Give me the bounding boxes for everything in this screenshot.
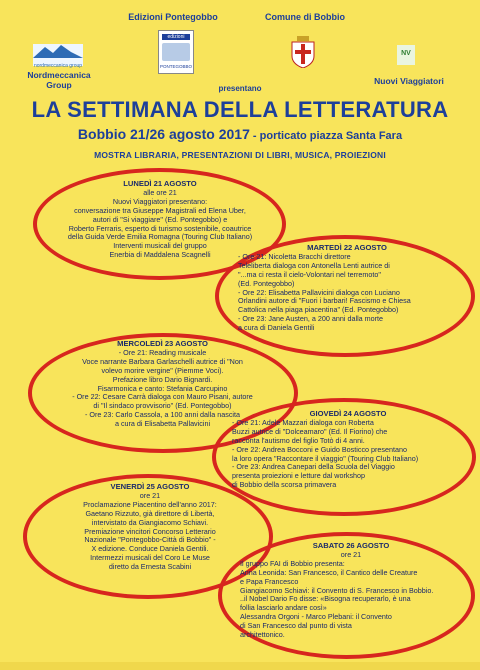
event-line: ..il Nobel Dario Fo disse: «Bisogna recuperarlo, è una	[240, 594, 411, 604]
event-tuesday-day: MARTEDÌ 22 AGOSTO	[307, 243, 387, 252]
event-monday-time: alle ore 21	[143, 187, 177, 197]
event-line: e Papa Francesco	[240, 576, 299, 586]
event-line: Enerbia di Maddalena Scagnelli	[109, 250, 211, 260]
event-line: - Ore 22: Andrea Bocconi e Guido Bosticco presentano	[232, 444, 407, 454]
event-line: Gaetano Rizzuto, già direttore di Libertà,	[85, 508, 215, 518]
event-line: Nazionale "Pontegobbo-Città di Bobbio" -	[84, 535, 216, 545]
event-line: Intermezzi musicali del Coro Le Muse	[90, 553, 210, 563]
event-line: Anna Leonida: San Francesco, il Cantico delle Creature	[240, 567, 418, 577]
event-line: a cura di Elisabetta Pallavicini	[114, 419, 211, 429]
event-line: - Ore 22: Elisabetta Pallavicini dialoga con Luciano	[238, 287, 400, 297]
bridge-icon	[162, 43, 190, 61]
event-line: di San Francesco dal punto di vista	[240, 621, 352, 631]
event-friday	[45, 483, 255, 572]
event-line: diretto da Ernesta Scabini	[108, 562, 192, 572]
event-wednesday-day: MERCOLEDÌ 23 AGOSTO	[117, 339, 208, 348]
event-line: autori di "Si viaggiare" (Ed. Pontegobbo) e	[92, 214, 228, 224]
event-line: volevo morire vergine" (Piemme Voci).	[101, 365, 224, 375]
event-saturday-time: ore 21	[340, 549, 362, 559]
event-tagline: MOSTRA LIBRARIA, PRESENTAZIONI DI LIBRI, MUSICA, PROIEZIONI	[94, 150, 386, 160]
event-line: la loro opera "Raccontare il viaggio" (Touring Club Italiano)	[232, 453, 419, 463]
event-friday-time: ore 21	[139, 490, 161, 500]
event-line: intervistato da Giangiacomo Schiavi.	[91, 517, 209, 527]
event-line: Cattolica nella piaga piacentina" (Ed. Pontegobbo)	[238, 305, 399, 315]
event-line: presenta proiezioni e letture dal workshop	[232, 471, 366, 481]
event-line: Interventi musicali del gruppo	[113, 241, 207, 251]
event-line: Orlandini autore di "Fuori i barbari! Fascismo e Chiesa	[238, 296, 411, 306]
pontegobbo-logo	[158, 30, 194, 74]
event-line: Roberto Ferraris, esperto di turismo sostenibile, coautrice	[68, 223, 252, 233]
event-line: (Ed. Pontegobbo)	[238, 278, 295, 288]
event-monday-day: LUNEDÌ 21 AGOSTO	[123, 179, 197, 188]
event-line: - Ore 21: Adele Mazzari dialoga con Roberta	[232, 417, 374, 427]
page-title: LA SETTIMANA DELLA LETTERATURA	[31, 97, 449, 122]
publisher-name: Edizioni Pontegobbo	[128, 12, 218, 22]
event-dates-text: Bobbio 21/26 agosto 2017	[77, 126, 250, 142]
event-line: - Ore 22: Cesare Carrà dialoga con Mauro Pisani, autore	[72, 392, 253, 402]
event-line: - Ore 23: Andrea Canepari della Scuola del Viaggio	[232, 462, 395, 472]
event-line: "...ma ci resta il cielo-Volontari nel terremoto"	[238, 269, 381, 279]
event-monday	[55, 180, 265, 260]
nuovi-viaggiatori-logo-text: NV	[401, 50, 411, 57]
mountain-logo-icon	[33, 44, 83, 58]
event-line: - Ore 21: Reading musicale	[118, 347, 207, 357]
presents-label: presentano	[218, 84, 262, 93]
bobbio-coat-of-arms-icon	[290, 36, 316, 68]
event-saturday-day: SABATO 26 AGOSTO	[312, 541, 390, 550]
event-line: Premiazione vincitori Concorso Letterario	[84, 526, 216, 536]
event-line: - Ore 21: Nicoletta Bracchi direttore	[238, 251, 351, 261]
event-line: follia lasciarlo andare così»	[240, 603, 327, 613]
event-line: X edizione. Conduce Daniela Gentili.	[91, 544, 209, 554]
pontegobbo-logo-text: edizioni	[162, 34, 190, 40]
pontegobbo-logo-sub: PONTEGOBBO	[159, 64, 192, 69]
event-tuesday	[238, 244, 456, 333]
event-line: Prefazione libro Dario Bignardi.	[112, 374, 213, 384]
event-line: di Bobbio della scorsa primavera	[232, 480, 337, 490]
nordmeccanica-logo	[33, 44, 83, 69]
event-line: Giangiacomo Schiavi: il Convento di S. Francesco in Bobbio.	[240, 585, 434, 595]
sponsor-left-name: Nordmeccanica Group	[27, 70, 91, 90]
event-thursday	[232, 410, 464, 490]
nordmeccanica-logo-text: nordmeccanica group	[33, 63, 83, 69]
event-line: - Ore 23: Jane Austen, a 200 anni dalla morte	[238, 314, 384, 324]
event-line: Nuovi Viaggiatori presentano:	[112, 196, 208, 206]
event-line: Fisarmonica e canto: Stefania Carcupino	[97, 383, 228, 393]
nuovi-viaggiatori-logo	[397, 45, 415, 65]
municipality-name: Comune di Bobbio	[265, 12, 345, 22]
event-line: Il gruppo FAI di Bobbio presenta:	[240, 558, 345, 568]
event-line: conversazione tra Giuseppe Magistrali ed Elena Uber,	[74, 205, 246, 215]
event-thursday-day: GIOVEDÌ 24 AGOSTO	[309, 409, 387, 418]
sponsor-right-name: Nuovi Viaggiatori	[374, 76, 444, 86]
event-line: Buzzi autrice di "Dolceamaro" (Ed. Il Fiorino) che	[232, 426, 388, 436]
event-line: Voce narrante Barbara Garlaschelli autrice di "Non	[82, 356, 243, 366]
event-line: Proclamazione Piacentino dell'anno 2017:	[83, 499, 217, 509]
event-line: Alessandra Orgoni - Marco Plebani: il Convento	[240, 612, 392, 622]
event-line: architettonico.	[240, 630, 285, 640]
event-line: - Ore 23: Carlo Cassola, a 100 anni dalla nascita	[84, 410, 240, 420]
event-dates	[0, 126, 480, 142]
event-friday-day: VENERDÌ 25 AGOSTO	[110, 482, 190, 491]
event-line: a cura di Daniela Gentili	[238, 323, 315, 333]
event-line: della Guida Verde Emilia Romagna (Touring Club Italiano)	[67, 232, 253, 242]
event-saturday	[240, 542, 462, 640]
bottom-strip	[0, 662, 480, 670]
event-location: - porticato piazza Santa Fara	[249, 130, 403, 142]
event-line: racconta l'autismo del figlio Totò di 4 anni.	[232, 435, 365, 445]
event-line: di "Il sindaco provvisorio" (Ed. Pontegobbo)	[93, 401, 232, 411]
event-line: Teleliberta dialoga con Antonella Lenti autrice di	[238, 260, 390, 270]
